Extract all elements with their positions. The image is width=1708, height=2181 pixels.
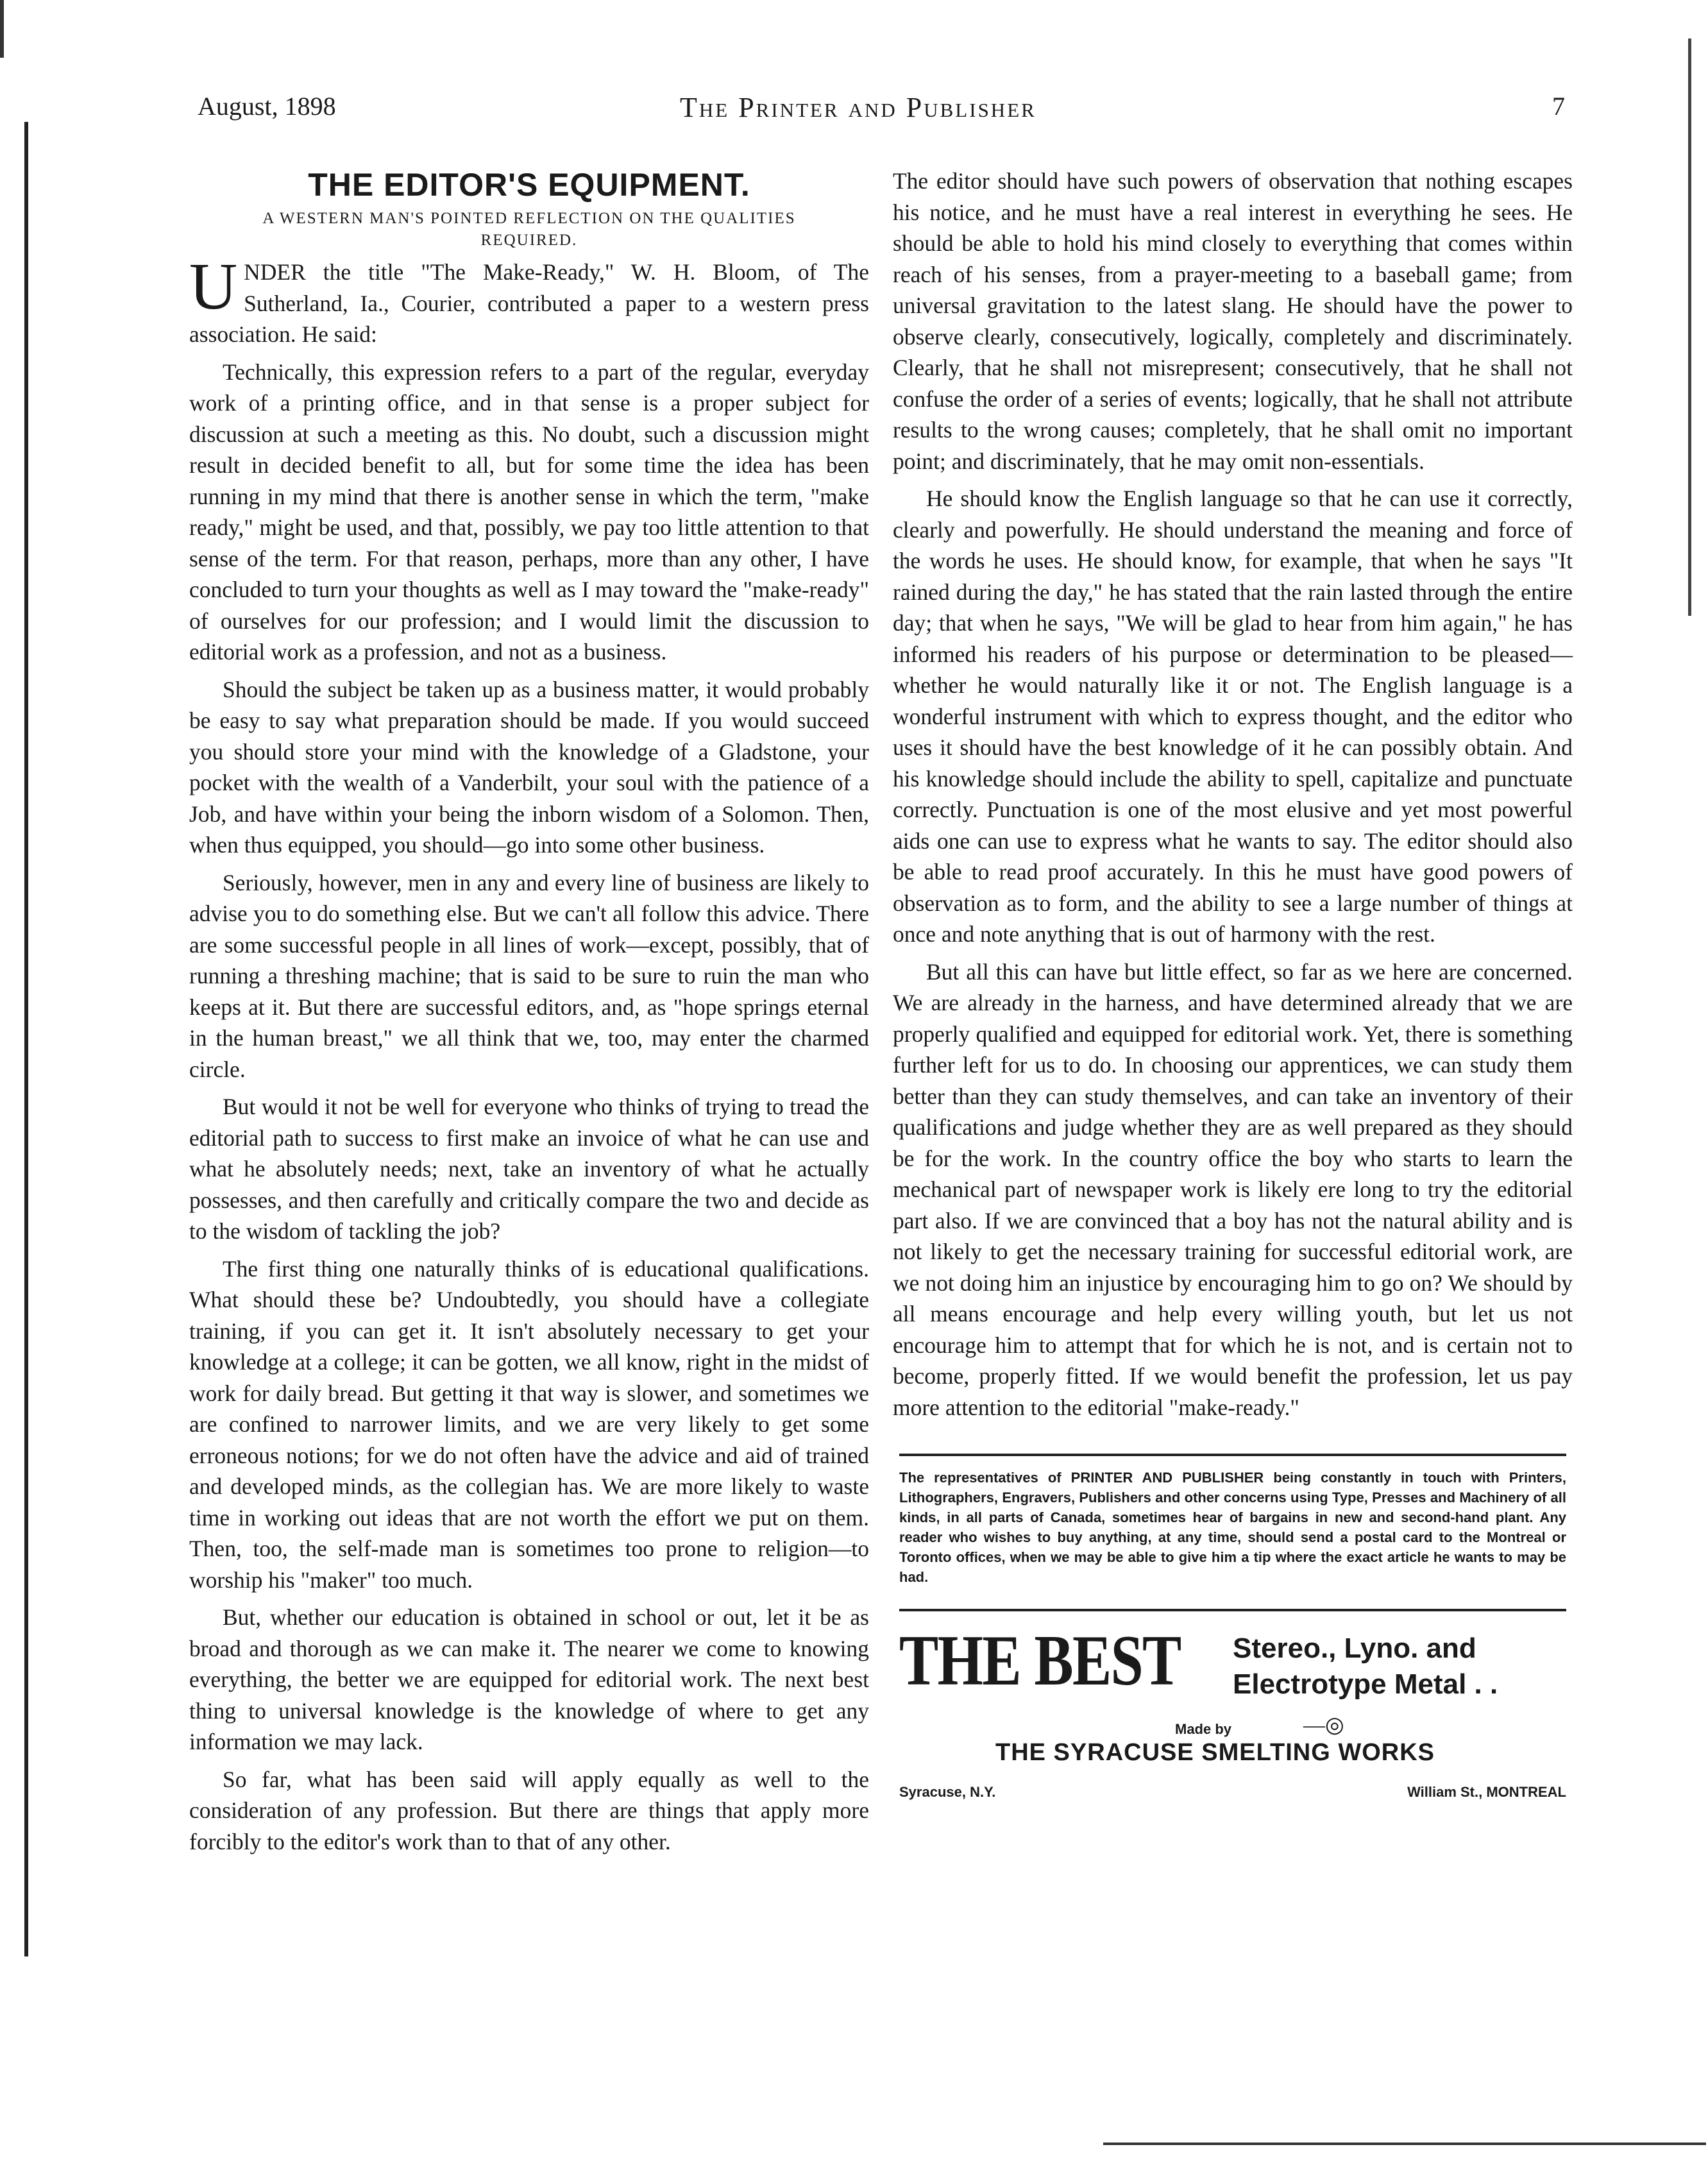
scan-edge-left [24, 122, 28, 1956]
paragraph: But all this can have but little effect, so far as we here are concerned. We are already in the harness, and have determined already that we are properly qualified and equipped for editorial work. Yet, there is something further left for us to do. In choosing our apprentices, we can study them better than they can study themselves, and can take an inventory of their qualifications and judge whether they are as well prepared as they should be for the work. In the country office the boy who starts to learn the mechanical part of newspaper work is likely ere long to try the editorial part also. If we are convinced that a boy has not the natural ability and is not likely to get the necessary training for successful editorial work, are we not doing him an injustice by encouraging him to go on? We should by all means encourage and help every willing youth, but let us not encourage him to attempt that for which he is not, and is certain not to become, properly fitted. If we would benefit the profession, let us pay more attention to the editorial "make-ready." [893, 958, 1573, 1420]
publisher-notice: The representatives of PRINTER AND PUBLISHER being constantly in touch with Printers, Lithographers, Engravers, Publishers and other concerns using Type, Presses and Machinery of all kinds, in all parts of Canada, sometimes hear of bargains in new and second-hand plant. Any reader who wishes to buy anything, at any time, should send a postal card to the Montreal or Toronto offices, when we may be able to give him a tip where the exact article he wants to may be had. [899, 1454, 1566, 1587]
paragraph: Seriously, however, men in any and every line of business are likely to advise you to do something else. But we can't all follow this advice. There are some successful people in all lines of work—except, possibly, that of running a threshing machine; that is said to be sure to ruin the man who keeps at it. But there are successful editors, and, as "hope springs eternal in the human breast," we all think that we, too, may enter the charmed circle. [189, 869, 869, 1082]
paragraph: But, whether our education is obtained in school or out, let it be as broad and thorough as we can make it. The nearer we come to knowing everything, the better we are equipped for editorial work. The next best thing to universal knowledge is the knowledge of where to get any information we may lack. [189, 1604, 869, 1754]
page-number: 7 [1552, 92, 1565, 121]
ad-address-montreal: William St., MONTREAL [1407, 1784, 1566, 1800]
ad-product [1233, 1631, 1498, 1702]
running-head [0, 91, 1708, 130]
flourish-ornament-icon: —◎ [1303, 1713, 1344, 1737]
right-column [893, 165, 1573, 1804]
ad-address-syracuse: Syracuse, N.Y. [899, 1784, 996, 1800]
paragraph: Should the subject be taken up as a business matter, it would probably be easy to say what preparation should be made. If you would succeed you should store your mind with the knowledge of a Gladstone, your pocket with the wealth of a Vanderbilt, your soul with the patience of a Job, and have within your being the inborn wisdom of a Solomon. Then, when thus equipped, you should—go into some other business. [189, 676, 869, 858]
paragraph [189, 250, 869, 350]
ad-made-by: Made by [1175, 1721, 1232, 1737]
scan-edge-bottom [1103, 2143, 1706, 2145]
drop-cap: U [189, 250, 238, 323]
paragraph: He should know the English language so that he can use it correctly, clearly and powerfully. He should understand the meaning and force of the words he uses. He should know, for example, that when he says "It rained during the day," he has stated that the rain lasted through the entire day; that when he says, "We will be glad to hear from him again," he has informed his readers of his purpose or determination to be pleased—whether he would naturally like it or not. The English language is a wonderful instrument with which to express thought, and the editor who uses it should have the best knowledge of it he can possibly obtain. And his knowledge should include the ability to spell, capitalize and punctuate correctly. Punctuation is one of the most elusive and yet most powerful aids one can use to express what he wants to say. The editor should also be able to read proof accurately. In this he must have good powers of observation as to form, and the ability to see a large number of things at once and note anything that is out of harmony with the rest. [893, 486, 1573, 947]
article-subtitle: A WESTERN MAN'S POINTED REFLECTION ON THE QUALITIES REQUIRED. [262, 210, 796, 249]
left-column [189, 165, 869, 1863]
scan-edge-top [0, 0, 4, 58]
paragraph: But would it not be well for everyone who thinks of trying to tread the editorial path to success to first make an invoice of what he can use and what he absolutely needs; next, take an inventory of what he actually possesses, and then carefully and critically compare the two and decide as to the wisdom of tackling the job? [189, 1094, 869, 1244]
publication-title: The Printer and Publisher [680, 92, 1036, 123]
paragraph: The first thing one naturally thinks of is educational qualifications. What should these be? Undoubtedly, you should have a collegiate training, if you can get it. It isn't absolutely necessary to get your knowledge at a college; it can be gotten, we all know, right in the midst of work for daily bread. But getting it that way is slower, and sometimes we are confined to narrower limits, and we are very likely to get some erroneous notions; for we do not often have the advice and aid of trained and developed minds, as the collegian has. We are more likely to waste time in working out ideas that are not worth the effort we put on them. Then, too, the self-made man is sometimes too prone to religion—to worship his "maker" too much. [189, 1255, 869, 1593]
ad-company: THE SYRACUSE SMELTING WORKS [995, 1739, 1435, 1766]
ad-product-line: Stereo., Lyno. and [1233, 1633, 1476, 1664]
paragraph-text: NDER the title "The Make-Ready," W. H. Bloom, of The Sutherland, Ia., Courier, contributed a paper to a western press association. He said: [189, 259, 869, 347]
issue-date: August, 1898 [198, 92, 336, 121]
ad-product-line: Electrotype Metal . . [1233, 1668, 1498, 1700]
article-title: THE EDITOR'S EQUIPMENT. [308, 167, 750, 203]
paragraph: Technically, this expression refers to a part of the regular, everyday work of a printing office, and in that sense is a proper subject for discussion at such a meeting as this. No doubt, such a discussion might result in decided benefit to all, but for some time the idea has been running in my mind that there is another sense in which the term, "make ready," might be used, and that, possibly, we pay too little attention to that sense of the term. For that reason, perhaps, more than any other, I have concluded to turn your thoughts as well as I may toward the "make-ready" of ourselves for our profession; and I would limit the discussion to editorial work as a profession, and not as a business. [189, 359, 869, 665]
advertisement [899, 1609, 1566, 1804]
ad-headline: THE BEST [899, 1621, 1181, 1701]
paragraph: The editor should have such powers of observation that nothing escapes his notice, and he must have a real interest in everything he sees. He should be able to hold his mind closely to everything that comes within reach of his senses, from a prayer-meeting to a baseball game; from universal gravitation to the latest slang. He should have the power to observe clearly, consecutively, logically, completely and discriminately. Clearly, that he shall not misrepresent; consecutively, that he shall not confuse the order of a series of events; logically, that he shall not attribute results to the wrong causes; completely, that he shall omit no important point; and discriminately, that he may omit non-essentials. [893, 168, 1573, 474]
paragraph: So far, what has been said will apply equally as well to the consideration of any profession. But there are things that apply more forcibly to the editor's work than to that of any other. [189, 1766, 869, 1854]
